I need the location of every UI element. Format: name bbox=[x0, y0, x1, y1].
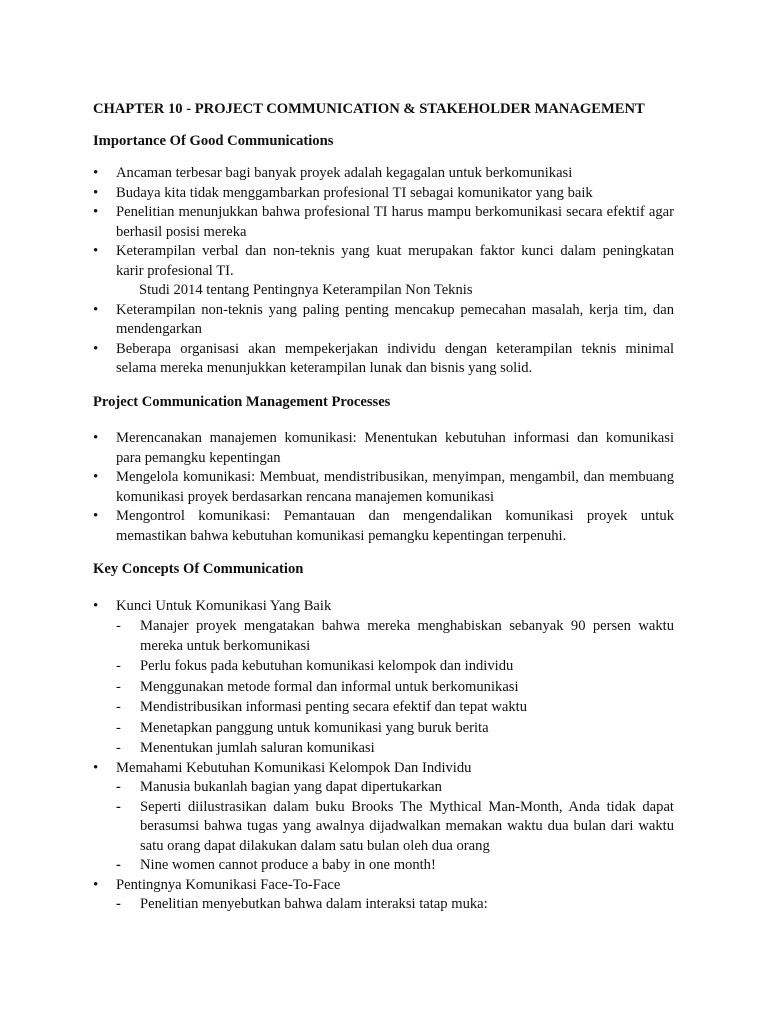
sub-list bbox=[116, 895, 674, 915]
sub-list-item: - Perlu fokus pada kebutuhan komunikasi kelompok dan individu bbox=[116, 657, 674, 677]
heading-importance: Importance Of Good Communications bbox=[93, 132, 334, 149]
document-title: CHAPTER 10 - PROJECT COMMUNICATION & STAKEHOLDER MANAGEMENT bbox=[93, 101, 645, 117]
study-note: Studi 2014 tentang Pentingnya Keterampilan Non Teknis bbox=[139, 282, 473, 298]
sub-list-item: - Manajer proyek mengatakan bahwa mereka menghabiskan sebanyak 90 persen waktu mereka untuk berkomunikasi bbox=[116, 617, 674, 656]
sub-list bbox=[116, 778, 674, 876]
sub-list-item: - Seperti diilustrasikan dalam buku Brooks The Mythical Man-Month, Anda tidak dapat berasumsi bahwa tugas yang awalnya dijadwalkan memakan waktu dua bulan dari waktu satu orang dapat dilakukan dalam satu bulan oleh dua orang bbox=[116, 798, 674, 857]
list-importance bbox=[93, 164, 674, 281]
list-item bbox=[93, 876, 674, 915]
list-item bbox=[93, 597, 674, 759]
list-item: • Ancaman terbesar bagi banyak proyek adalah kegagalan untuk berkomunikasi bbox=[93, 164, 674, 184]
sub-list-item: - Mendistribusikan informasi penting secara efektif dan tepat waktu bbox=[116, 698, 674, 718]
heading-key-concepts: Key Concepts Of Communication bbox=[93, 561, 304, 577]
list-key-concepts bbox=[93, 597, 674, 915]
list-item-label: Kunci Untuk Komunikasi Yang Baik bbox=[116, 597, 332, 614]
sub-list-item: - Penelitian menyebutkan bahwa dalam interaksi tatap muka: bbox=[116, 895, 674, 915]
sub-list-item: - Menggunakan metode formal dan informal untuk berkomunikasi bbox=[116, 678, 674, 698]
list-processes bbox=[93, 429, 674, 546]
list-item: • Penelitian menunjukkan bahwa profesional TI harus mampu berkomunikasi secara efektif agar berhasil posisi mereka bbox=[93, 203, 674, 242]
list-item-label: Memahami Kebutuhan Komunikasi Kelompok Dan Individu bbox=[116, 759, 472, 776]
sub-list-item: - Nine women cannot produce a baby in one month! bbox=[116, 856, 674, 876]
sub-list-item: - Manusia bukanlah bagian yang dapat dipertukarkan bbox=[116, 778, 674, 798]
list-item: • Keterampilan verbal dan non-teknis yang kuat merupakan faktor kunci dalam peningkatan karir profesional TI. bbox=[93, 242, 674, 281]
list-item: • Mengelola komunikasi: Membuat, mendistribusikan, menyimpan, mengambil, dan membuang komunikasi proyek berdasarkan rencana manajemen komunikasi bbox=[93, 468, 674, 507]
list-item bbox=[93, 759, 674, 876]
heading-processes: Project Communication Management Processes bbox=[93, 393, 391, 410]
list-item-label: Pentingnya Komunikasi Face-To-Face bbox=[116, 876, 341, 893]
list-importance-cont bbox=[93, 301, 674, 379]
list-item: • Merencanakan manajemen komunikasi: Menentukan kebutuhan informasi dan komunikasi para pemangku kepentingan bbox=[93, 429, 674, 468]
list-item: • Budaya kita tidak menggambarkan profesional TI sebagai komunikator yang baik bbox=[93, 184, 674, 204]
list-item: • Beberapa organisasi akan mempekerjakan individu dengan keterampilan teknis minimal selama mereka menunjukkan keterampilan lunak dan bisnis yang solid. bbox=[93, 340, 674, 379]
sub-list-item: - Menetapkan panggung untuk komunikasi yang buruk berita bbox=[116, 719, 674, 739]
list-item: • Keterampilan non-teknis yang paling penting mencakup pemecahan masalah, kerja tim, dan mendengarkan bbox=[93, 301, 674, 340]
sub-list-item: - Menentukan jumlah saluran komunikasi bbox=[116, 739, 674, 759]
sub-list bbox=[116, 617, 674, 759]
list-item: • Mengontrol komunikasi: Pemantauan dan mengendalikan komunikasi proyek untuk memastikan bahwa kebutuhan komunikasi pemangku kepentingan terpenuhi. bbox=[93, 507, 674, 546]
